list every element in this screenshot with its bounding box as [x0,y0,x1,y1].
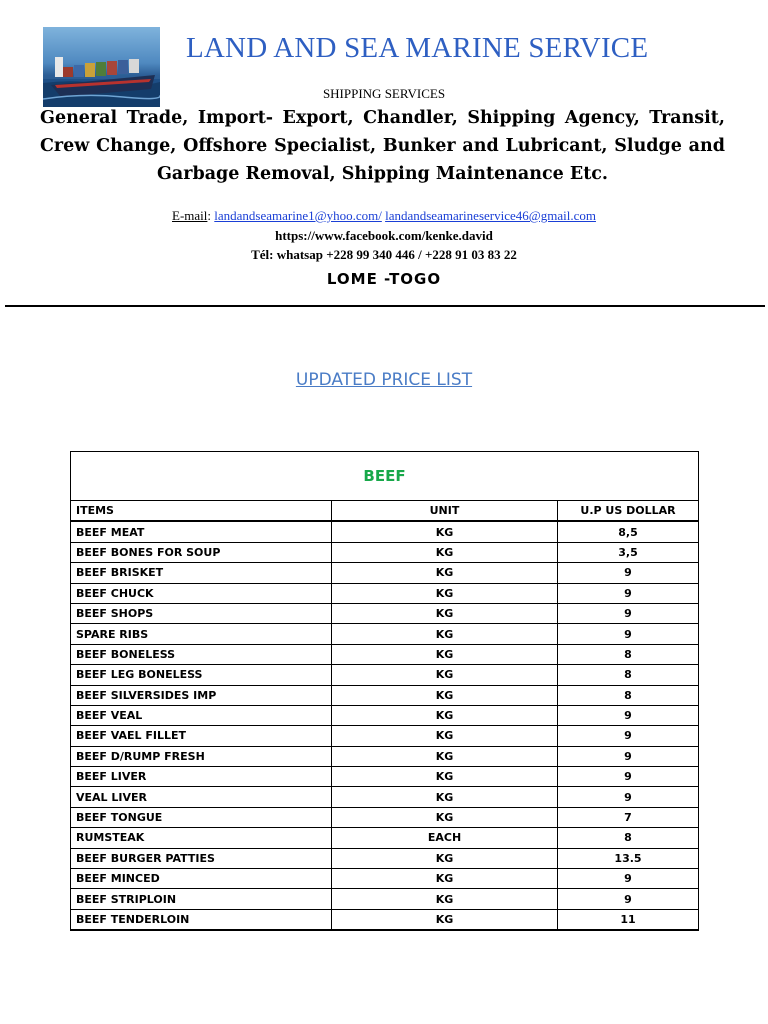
email-line: E-mail: landandseamarine1@yhoo.com/ landandseamarineservice46@gmail.com [172,208,596,223]
table-row [71,685,699,705]
item-name-cell: BEEF MINCED [71,869,332,889]
item-name-cell: BEEF BURGER PATTIES [71,848,332,868]
item-name-cell: BEEF BRISKET [71,563,332,583]
unit-cell: KG [332,685,558,705]
price-cell: 9 [558,869,699,889]
city-label: LOME -TOGO [326,270,442,288]
email-label: E-mail [172,208,208,223]
price-list-title: UPDATED PRICE LIST [295,370,473,390]
unit-cell: KG [332,521,558,542]
table-row [71,848,699,868]
table-row [71,807,699,827]
category-row [71,452,699,501]
unit-cell: KG [332,889,558,909]
table-row [71,909,699,930]
item-name-cell: BEEF TENDERLOIN [71,909,332,930]
email-link-1[interactable]: landandseamarine1@yhoo.com/ [214,208,382,223]
table-row [71,583,699,603]
table-row [71,726,699,746]
unit-cell: KG [332,665,558,685]
table-row [71,746,699,766]
unit-cell: KG [332,787,558,807]
company-subtitle: SHIPPING SERVICES [322,86,446,101]
services-description: General Trade, Import- Export, Chandler, Shipping Agency, Transit, Crew Change, Offshore Specialist, Bunker and Lubricant, Sludge and Garbage Removal, Shipping Maintenance Etc. [40,108,725,184]
table-row [71,542,699,562]
header-divider [5,305,765,307]
column-header-items: ITEMS [71,501,332,522]
price-table-container [70,451,699,931]
price-cell: 8,5 [558,521,699,542]
company-name: LAND AND SEA MARINE SERVICE [186,32,649,64]
table-row [71,624,699,644]
item-name-cell: BEEF BONELESS [71,644,332,664]
unit-cell: KG [332,542,558,562]
item-name-cell: BEEF D/RUMP FRESH [71,746,332,766]
item-name-cell: BEEF VAEL FILLET [71,726,332,746]
table-row [71,869,699,889]
column-header-price: U.P US DOLLAR [558,501,699,522]
facebook-url: https://www.facebook.com/kenke.david [275,228,493,243]
item-name-cell: BEEF STRIPLOIN [71,889,332,909]
table-row [71,705,699,725]
item-name-cell: BEEF SILVERSIDES IMP [71,685,332,705]
price-cell: 7 [558,807,699,827]
price-cell: 9 [558,583,699,603]
email-link-2[interactable]: landandseamarineservice46@gmail.com [385,208,596,223]
price-cell: 13.5 [558,848,699,868]
table-row [71,787,699,807]
unit-cell: KG [332,869,558,889]
item-name-cell: RUMSTEAK [71,828,332,848]
price-cell: 8 [558,644,699,664]
table-row [71,767,699,787]
price-cell: 8 [558,665,699,685]
unit-cell: KG [332,624,558,644]
column-header-unit: UNIT [332,501,558,522]
item-name-cell: BEEF LIVER [71,767,332,787]
unit-cell: KG [332,767,558,787]
item-name-cell: BEEF VEAL [71,705,332,725]
table-row [71,644,699,664]
item-name-cell: BEEF TONGUE [71,807,332,827]
unit-cell: EACH [332,828,558,848]
table-row [71,563,699,583]
table-row [71,521,699,542]
item-name-cell: BEEF CHUCK [71,583,332,603]
unit-cell: KG [332,726,558,746]
table-row [71,828,699,848]
price-cell: 9 [558,603,699,623]
table-row [71,889,699,909]
price-cell: 3,5 [558,542,699,562]
item-name-cell: BEEF SHOPS [71,603,332,623]
unit-cell: KG [332,848,558,868]
table-row [71,665,699,685]
price-cell: 11 [558,909,699,930]
price-cell: 8 [558,828,699,848]
table-header-row [71,501,699,522]
unit-cell: KG [332,705,558,725]
price-cell: 9 [558,787,699,807]
price-cell: 9 [558,889,699,909]
unit-cell: KG [332,644,558,664]
item-name-cell: SPARE RIBS [71,624,332,644]
unit-cell: KG [332,807,558,827]
unit-cell: KG [332,909,558,930]
unit-cell: KG [332,746,558,766]
price-table [70,451,699,931]
unit-cell: KG [332,603,558,623]
table-row [71,603,699,623]
price-cell: 9 [558,767,699,787]
table-body [71,521,699,930]
item-name-cell: BEEF BONES FOR SOUP [71,542,332,562]
price-cell: 9 [558,705,699,725]
item-name-cell: BEEF LEG BONELESS [71,665,332,685]
phone-line: Tél: whatsap +228 99 340 446 / +228 91 03 83 22 [251,247,517,262]
price-cell: 9 [558,563,699,583]
price-cell: 9 [558,624,699,644]
price-cell: 9 [558,746,699,766]
unit-cell: KG [332,563,558,583]
unit-cell: KG [332,583,558,603]
category-title: BEEF [71,452,699,501]
price-cell: 8 [558,685,699,705]
price-cell: 9 [558,726,699,746]
item-name-cell: BEEF MEAT [71,521,332,542]
item-name-cell: VEAL LIVER [71,787,332,807]
